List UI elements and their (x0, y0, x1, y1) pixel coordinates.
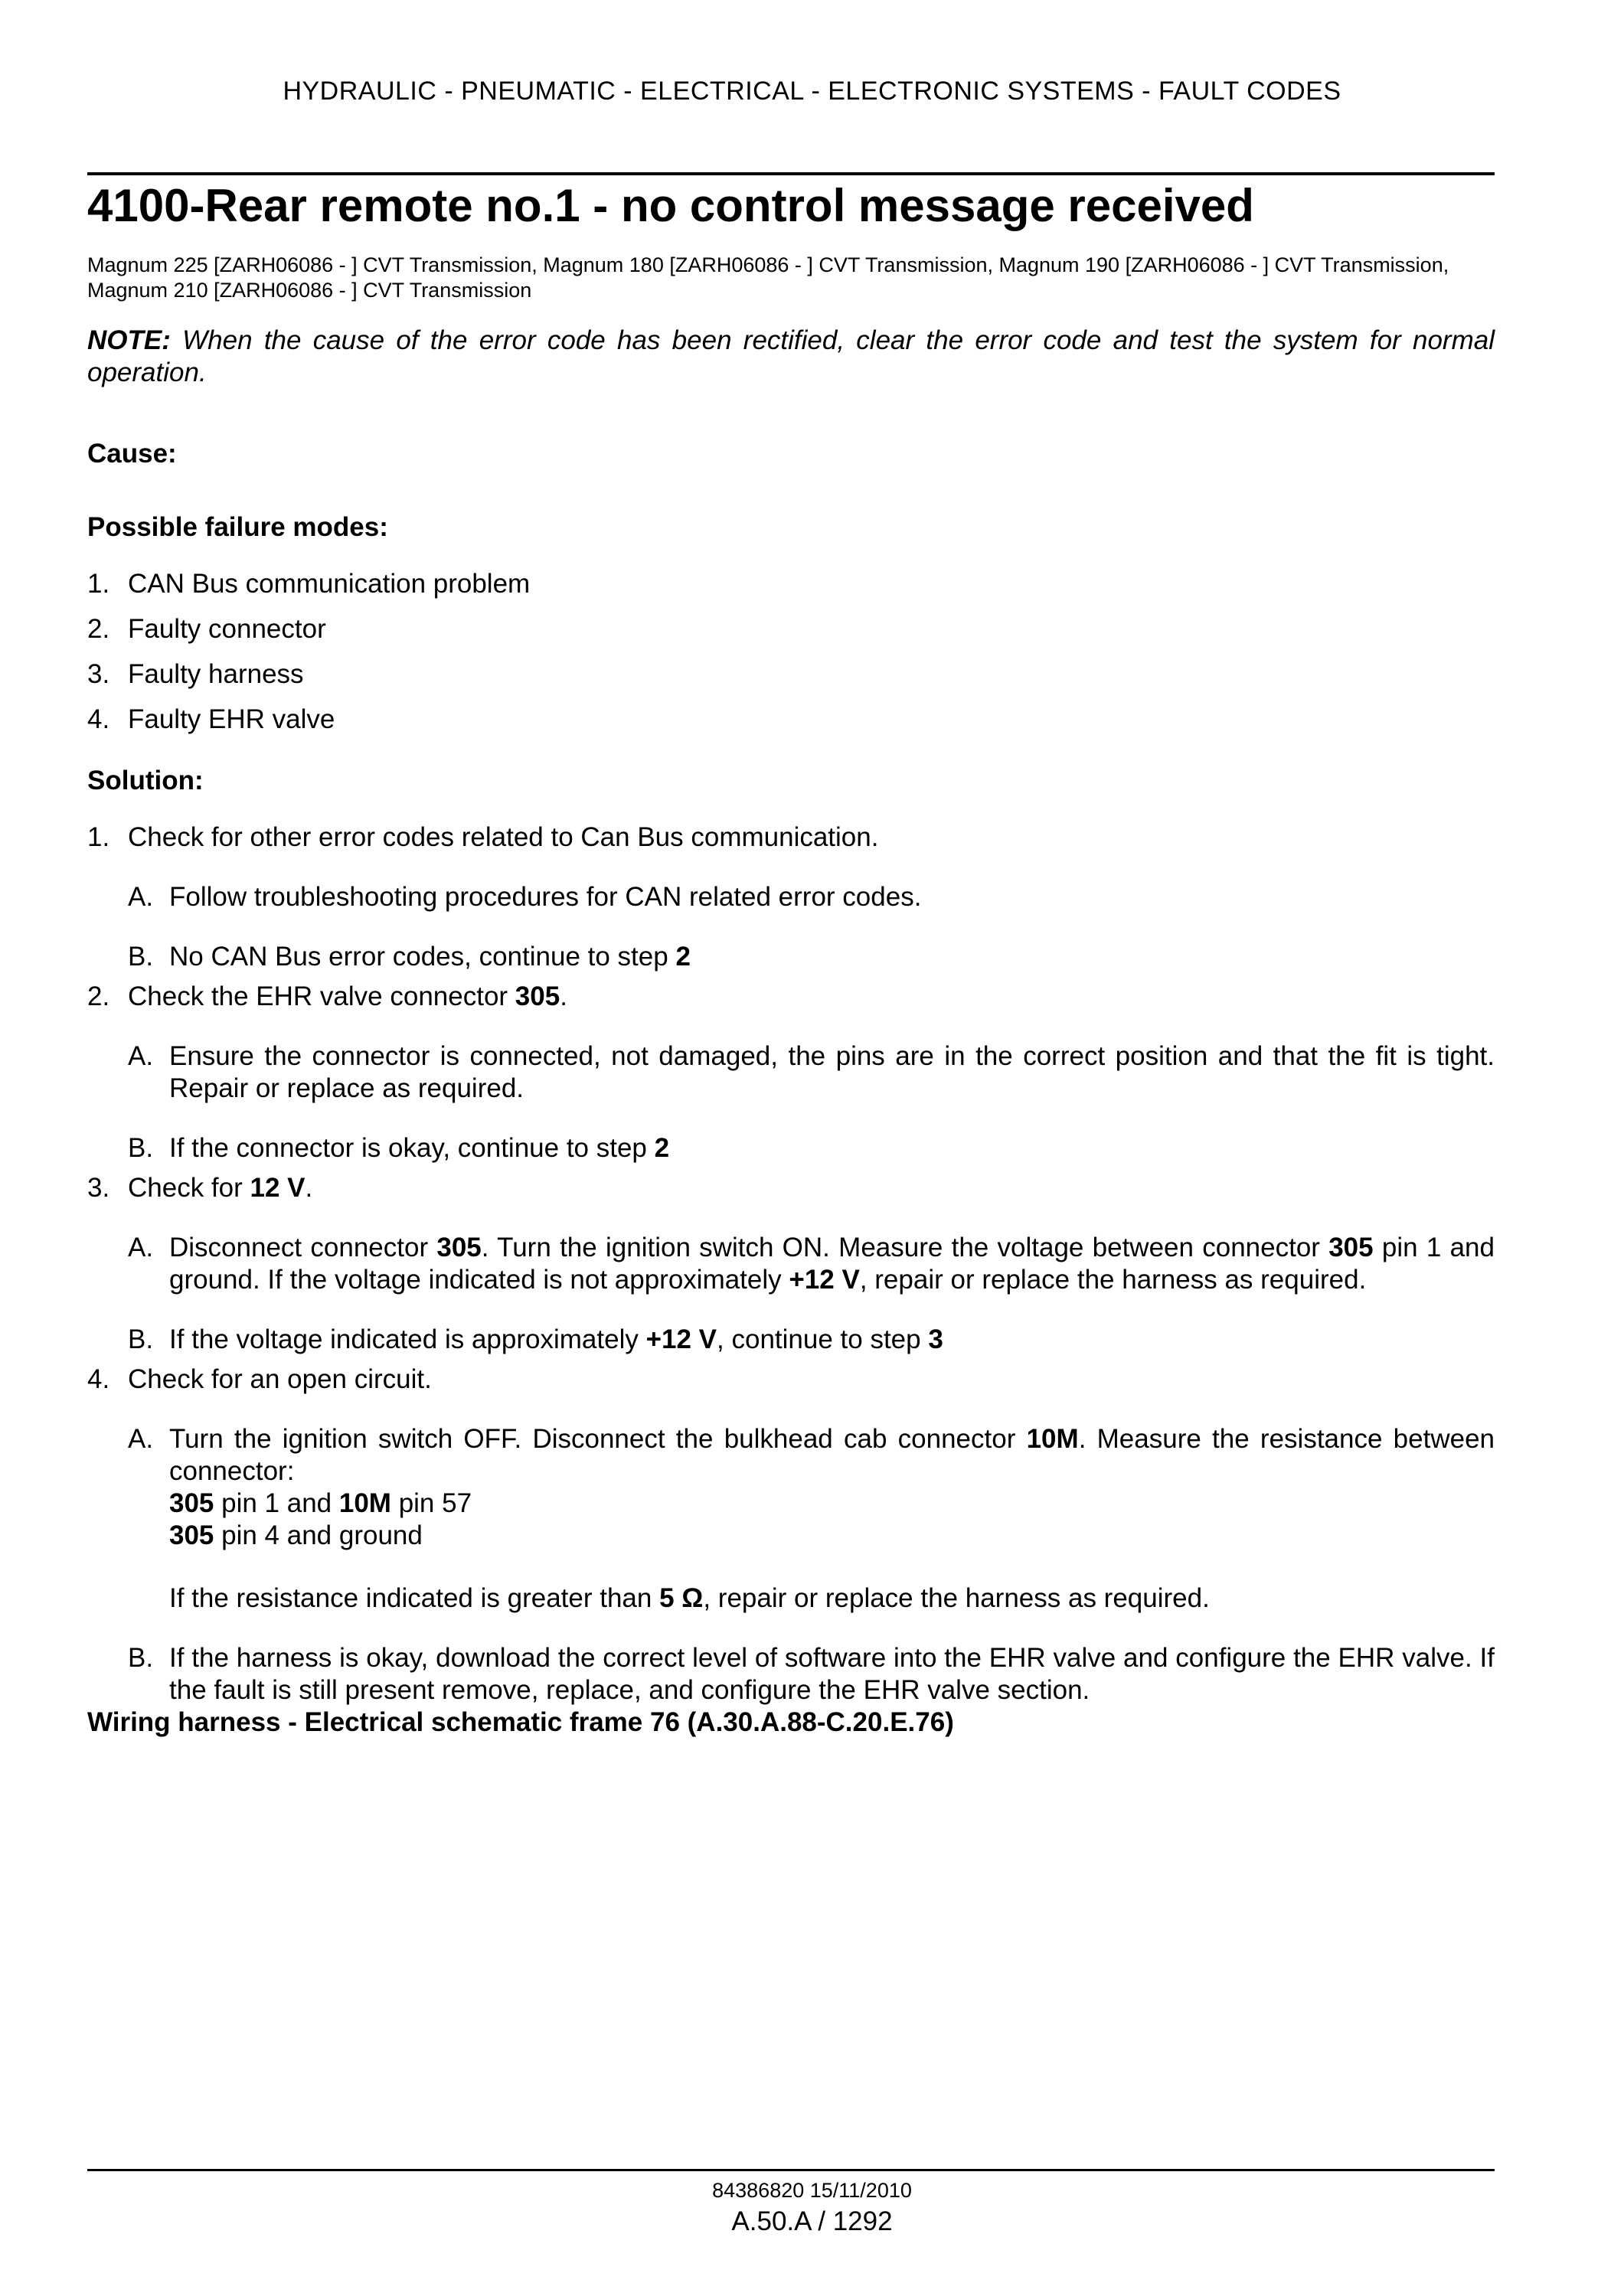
solution-steps (87, 821, 1495, 1706)
sub-letter: A. (128, 1233, 154, 1262)
spacer (169, 1552, 1495, 1582)
step-text-end: . (305, 1173, 313, 1203)
sub-text-part: Turn the ignition switch OFF. Disconnect the bulkhead cab connector (169, 1424, 1027, 1454)
step-4-b (128, 1642, 1495, 1706)
list-text: Faulty connector (128, 614, 326, 644)
step-ref: 3 (928, 1324, 943, 1354)
list-item (87, 613, 1495, 645)
sub-letter: B. (128, 1643, 154, 1673)
sub-text-part: . Turn the ignition switch ON. Measure the voltage between connector (481, 1233, 1329, 1262)
sub-text-part: pin 57 (390, 1488, 472, 1518)
voltage-ref: 12 V (250, 1173, 306, 1203)
step-text-part: Check the EHR valve connector (128, 981, 515, 1011)
wiring-reference-link[interactable]: Wiring harness - Electrical schematic frame 76 (A.30.A.88-C.20.E.76) (87, 1707, 954, 1737)
failure-modes-heading: Possible failure modes: (87, 512, 388, 542)
sub-text: Follow troubleshooting procedures for CAN related error codes. (169, 882, 922, 912)
list-number: 3. (87, 659, 110, 689)
sub-text-part: , continue to step (717, 1324, 929, 1354)
sub-text (169, 1324, 1495, 1356)
voltage-ref: +12 V (789, 1265, 860, 1295)
page-header: HYDRAULIC - PNEUMATIC - ELECTRICAL - ELECTRONIC SYSTEMS - FAULT CODES (283, 77, 1341, 106)
note-label: NOTE: (87, 325, 171, 355)
sub-text (169, 1132, 1495, 1164)
sub-letter: A. (128, 1041, 154, 1071)
sub-text-part: Disconnect connector (169, 1233, 437, 1262)
failure-modes-list (87, 568, 1495, 736)
sub-text: If the harness is okay, download the correct level of software into the EHR valve and configure the EHR valve. If the fault is still present remove, replace, and configure the EHR valve section. (169, 1643, 1495, 1705)
sub-text: Ensure the connector is connected, not damaged, the pins are in the correct position and that the fit is tight. Repair or replace as required. (169, 1041, 1495, 1103)
sub-letter: B. (128, 1133, 154, 1163)
page-number: A.50.A / 1292 (731, 2206, 893, 2236)
step-1-b (128, 941, 1495, 973)
step-4-a (128, 1423, 1495, 1615)
list-text: Faulty EHR valve (128, 704, 335, 734)
resistance-ref: 5 Ω (659, 1583, 704, 1613)
list-text: CAN Bus communication problem (128, 569, 531, 599)
cause-heading: Cause: (87, 439, 177, 469)
list-item (87, 704, 1495, 736)
document-number: 84386820 15/11/2010 (712, 2179, 912, 2202)
connector-ref: 10M (338, 1488, 391, 1518)
step-1 (87, 821, 1495, 854)
sub-text (169, 1423, 1495, 1615)
step-ref: 2 (654, 1133, 670, 1163)
step-3-b (128, 1324, 1495, 1356)
sub-text-part: , repair or replace the harness as required. (703, 1583, 1210, 1613)
step-3 (87, 1172, 1495, 1204)
step-number: 1. (87, 822, 110, 852)
sub-text-part: , repair or replace the harness as required. (859, 1265, 1367, 1295)
step-2-b (128, 1132, 1495, 1164)
sub-text-part: If the voltage indicated is approximately (169, 1324, 646, 1354)
sub-text-part: pin 4 and ground (214, 1520, 423, 1550)
connector-ref: 10M (1026, 1424, 1079, 1454)
solution-heading: Solution: (87, 766, 204, 795)
list-item (87, 568, 1495, 600)
step-4 (87, 1364, 1495, 1396)
step-text: Check for an open circuit. (128, 1364, 432, 1394)
sub-text (169, 1232, 1495, 1296)
step-1-a (128, 881, 1495, 913)
sub-letter: A. (128, 1424, 154, 1454)
sub-letter: B. (128, 942, 154, 972)
sub-text-part: No CAN Bus error codes, continue to step (169, 942, 676, 972)
sub-text-part: If the resistance indicated is greater than (169, 1583, 660, 1613)
page-title: 4100-Rear remote no.1 - no control message received (87, 180, 1254, 231)
step-text-part: Check for (128, 1173, 250, 1203)
sub-text-part: pin 1 and (214, 1488, 339, 1518)
header-divider (87, 172, 1495, 175)
note (87, 325, 1495, 389)
list-item (87, 658, 1495, 691)
step-number: 3. (87, 1173, 110, 1203)
sub-letter: A. (128, 882, 154, 912)
step-2 (87, 981, 1495, 1013)
step-number: 2. (87, 981, 110, 1011)
connector-ref: 305 (436, 1233, 482, 1262)
step-text: Check for other error codes related to Can Bus communication. (128, 822, 879, 852)
document-body (87, 181, 1495, 1739)
sub-letter: B. (128, 1324, 154, 1354)
connector-ref: 305 (1328, 1233, 1374, 1262)
connector-ref: 305 (169, 1520, 214, 1550)
step-text-end: . (560, 981, 567, 1011)
list-number: 2. (87, 614, 110, 644)
list-text: Faulty harness (128, 659, 304, 689)
list-number: 1. (87, 569, 110, 599)
footer-divider (87, 2169, 1495, 2171)
step-ref: 2 (675, 942, 691, 972)
connector-ref: 305 (515, 981, 560, 1011)
note-text: When the cause of the error code has been rectified, clear the error code and test the system for normal operation. (87, 325, 1495, 387)
connector-ref: 305 (169, 1488, 214, 1518)
step-3-a (128, 1232, 1495, 1296)
sub-text (169, 941, 1495, 973)
voltage-ref: +12 V (645, 1324, 717, 1354)
step-text (128, 981, 567, 1013)
sub-text-part: . Measure the resistance between connector: (169, 1424, 1495, 1486)
sub-text-part: pin 1 and ground. If the voltage indicated is not approximately (169, 1233, 1495, 1295)
sub-text-part: If the connector is okay, continue to step (169, 1133, 655, 1163)
list-number: 4. (87, 704, 110, 734)
step-number: 4. (87, 1364, 110, 1394)
model-applicability: Magnum 225 [ZARH06086 - ] CVT Transmission, Magnum 180 [ZARH06086 - ] CVT Transmission, Magnum 190 [ZARH06086 - ] CVT Transmission, Magnum 210 [ZARH06086 - ] CVT Transmission (87, 253, 1449, 302)
step-text (128, 1172, 312, 1204)
step-2-a (128, 1040, 1495, 1105)
